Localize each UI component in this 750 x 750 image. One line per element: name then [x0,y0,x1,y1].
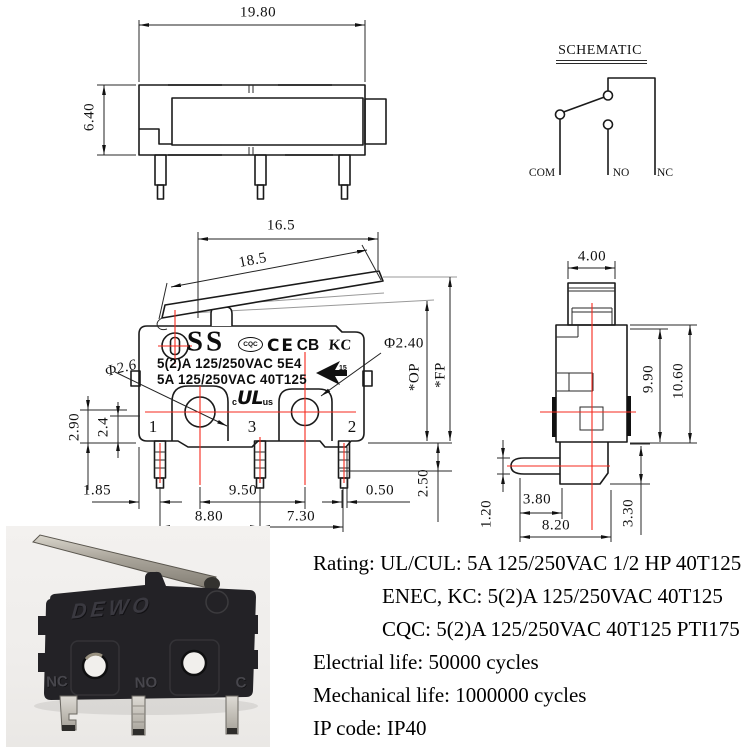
schematic-com-label: COM [528,167,556,179]
spec-electrical-life: Electrial life: 50000 cycles [313,650,539,674]
spec-rating-ul: Rating: UL/CUL: 5A 125/250VAC 1/2 HP 40T125 [313,551,742,575]
schematic-drawing [556,61,656,176]
dim-380: 3.80 [522,491,552,508]
dim-top-width: 19.80 [239,4,277,21]
product-photo-art [6,526,270,747]
photo-brand-embossed: DEWO [70,593,154,624]
cb-logo: CB [296,337,320,354]
spec-mechanical-life: Mechanical life: 1000000 cycles [313,683,587,707]
dim-050: 0.50 [365,482,395,499]
schematic-nc-label: NC [657,167,673,179]
schematic-lever-contact [564,97,605,112]
dim-span: 16.5 [266,217,296,234]
front-view-pins [155,441,350,488]
dim-185: 1.85 [82,482,112,499]
dim-730: 7.30 [286,508,316,525]
cqc-logo: CQC [238,337,263,352]
top-view-drawing [97,20,386,199]
dim-top-height: 6.40 [81,102,98,132]
series-label: SS [186,325,226,358]
dim-lever-length: 18.5 [237,249,269,272]
dim-hole-left-dia: Φ2.6 [103,356,139,381]
kc-logo: KC [328,337,352,354]
dim-24: 2.4 [95,416,112,438]
marking-line-2: 5A 125/250VAC 40T125 [157,371,307,387]
terminal-number-3: 3 [247,417,257,436]
photo-label-c: C [235,674,247,692]
marking-line-1: 5(2)A 125/250VAC 5E4 [157,355,302,371]
photo-label-no: NO [134,674,158,692]
dim-120: 1.20 [478,499,495,529]
dim-950: 9.50 [228,482,258,499]
lever [162,271,383,318]
ul-logo [232,389,273,408]
dim-1060: 10.60 [670,362,687,400]
product-photo [6,526,270,747]
spec-ip-code: IP code: IP40 [313,716,427,740]
spec-rating-cqc: CQC: 5(2)A 125/250VAC 40T125 PTI175 [382,617,740,641]
ce-logo: CE [266,336,296,356]
dim-880: 8.80 [194,508,224,525]
photo-lever [33,535,216,589]
dim-290: 2.90 [66,412,83,442]
dim-fp: *FP [432,362,449,388]
schematic-title: SCHEMATIC [558,43,642,58]
dim-820: 8.20 [541,517,571,534]
spec-rating-enec-kc: ENEC, KC: 5(2)A 125/250VAC 40T125 [382,584,723,608]
dim-330: 3.30 [620,498,637,528]
ul-logo-c: c [232,397,238,407]
ul-logo-us: us [262,397,274,407]
ul-logo-main: UL [237,387,263,409]
dim-op: *OP [406,362,423,392]
dim-990: 9.90 [640,364,657,394]
cert-arrow-number: 15 [339,365,347,372]
top-view-pins [155,155,350,199]
photo-label-nc: NC [45,673,69,691]
dim-hole-right-dia: Φ2.40 [384,335,424,352]
terminal-number-2: 2 [347,417,357,436]
schematic-no-label: NO [612,167,630,179]
photo-hole-right [182,651,206,675]
dim-250: 2.50 [415,468,432,498]
dim-400: 4.00 [577,248,607,265]
terminal-number-1: 1 [148,417,158,436]
